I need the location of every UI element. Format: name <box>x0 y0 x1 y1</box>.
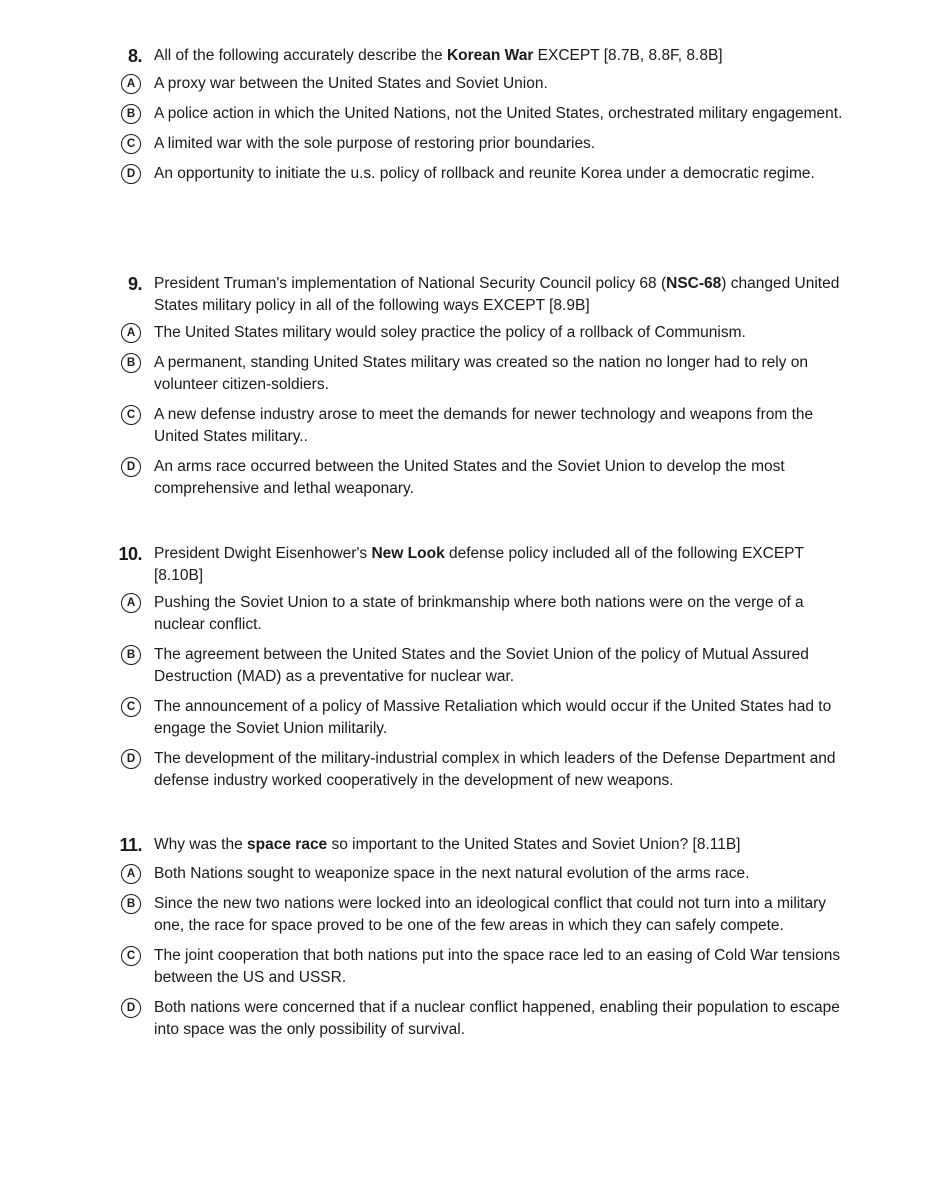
option-a[interactable] <box>0 863 926 885</box>
option-text: A new defense industry arose to meet the demands for newer technology and weapons from the United States military.. <box>154 406 814 445</box>
question-text <box>154 45 854 67</box>
option-text: The United States military would soley practice the policy of a rollback of Communism. <box>154 324 746 341</box>
option-b[interactable] <box>0 352 926 396</box>
option-text: Both Nations sought to weaponize space in the next natural evolution of the arms race. <box>154 865 750 882</box>
question-stem <box>0 45 926 67</box>
option-c[interactable] <box>0 945 926 989</box>
option-letter-circle: D <box>121 164 141 184</box>
option-d[interactable] <box>0 748 926 792</box>
option-text: The agreement between the United States and the Soviet Union of the policy of Mutual Assured Destruction (MAD) as a preventative for nuclear war. <box>154 646 809 685</box>
question-stem <box>0 543 926 587</box>
option-text: The development of the military-industrial complex in which leaders of the Defense Department and defense industry worked cooperatively in the development of new weapons. <box>154 750 836 789</box>
question-11 <box>0 834 926 1041</box>
option-text: A permanent, standing United States military was created so the nation no longer had to rely on volunteer citizen-soldiers. <box>154 354 808 393</box>
option-c[interactable] <box>0 133 926 155</box>
option-a[interactable] <box>0 73 926 95</box>
option-text: Since the new two nations were locked into an ideological conflict that could not turn into a military one, the race for space proved to be one of the few areas in which they can safely compete. <box>154 895 827 934</box>
question-stem <box>0 273 926 317</box>
question-text <box>154 834 854 856</box>
option-d[interactable] <box>0 456 926 500</box>
option-a[interactable] <box>0 322 926 344</box>
option-letter-circle: D <box>121 457 141 477</box>
option-b[interactable] <box>0 103 926 125</box>
stem-text: EXCEPT [8.7B, 8.8F, 8.8B] <box>533 47 723 64</box>
stem-keyword: Korean War <box>446 47 534 64</box>
question-number: 8. <box>127 46 142 66</box>
option-text: An arms race occurred between the United States and the Soviet Union to develop the most comprehensive and lethal weaponary. <box>154 458 785 497</box>
option-text: Both nations were concerned that if a nuclear conflict happened, enabling their population to escape into space was the only possibility of survival. <box>154 999 840 1038</box>
option-c[interactable] <box>0 696 926 740</box>
option-letter-circle: C <box>121 946 141 966</box>
stem-text: President Truman's implementation of National Security Council policy 68 ( <box>154 275 667 292</box>
option-letter-circle: A <box>121 593 141 613</box>
stem-text: so important to the United States and Soviet Union? [8.11B] <box>327 836 741 853</box>
stem-text: Why was the <box>154 836 248 853</box>
option-letter-circle: A <box>121 323 141 343</box>
question-number: 11. <box>119 835 142 855</box>
stem-text: All of the following accurately describe the <box>154 47 447 64</box>
stem-keyword: New Look <box>371 545 445 562</box>
question-number: 10. <box>118 544 142 564</box>
question-10 <box>0 543 926 792</box>
option-letter-circle: D <box>121 998 141 1018</box>
option-letter-circle: B <box>121 645 141 665</box>
option-text: The joint cooperation that both nations put into the space race led to an easing of Cold War tensions between the US and USSR. <box>154 947 841 986</box>
option-letter-circle: D <box>121 749 141 769</box>
option-letter-circle: C <box>121 134 141 154</box>
question-8 <box>0 45 926 185</box>
option-letter-circle: B <box>121 894 141 914</box>
stem-text: President Dwight Eisenhower's <box>154 545 372 562</box>
stem-text: defense policy included all of the following EXCEPT [8.10B] <box>154 545 804 584</box>
option-letter-circle: A <box>121 864 141 884</box>
option-text: A police action in which the United Nations, not the United States, orchestrated military engagement. <box>154 105 843 122</box>
stem-text: ) changed United States military policy in all of the following ways EXCEPT [8.9B] <box>154 275 840 314</box>
question-text <box>154 273 854 317</box>
option-letter-circle: B <box>121 104 141 124</box>
option-a[interactable] <box>0 592 926 636</box>
option-text: The announcement of a policy of Massive Retaliation which would occur if the United States had to engage the Soviet Union militarily. <box>154 698 832 737</box>
option-text: A proxy war between the United States and Soviet Union. <box>154 75 548 92</box>
question-stem <box>0 834 926 856</box>
option-letter-circle: C <box>121 697 141 717</box>
option-b[interactable] <box>0 893 926 937</box>
option-c[interactable] <box>0 404 926 448</box>
stem-keyword: NSC-68 <box>666 275 722 292</box>
option-b[interactable] <box>0 644 926 688</box>
option-letter-circle: A <box>121 74 141 94</box>
option-d[interactable] <box>0 997 926 1041</box>
question-9 <box>0 273 926 500</box>
option-text: Pushing the Soviet Union to a state of brinkmanship where both nations were on the verge of a nuclear conflict. <box>154 594 804 633</box>
stem-keyword: space race <box>247 836 328 853</box>
option-text: An opportunity to initiate the u.s. policy of rollback and reunite Korea under a democratic regime. <box>154 165 815 182</box>
option-d[interactable] <box>0 163 926 185</box>
option-text: A limited war with the sole purpose of restoring prior boundaries. <box>154 135 596 152</box>
question-text <box>154 543 854 587</box>
question-number: 9. <box>127 274 142 294</box>
option-letter-circle: C <box>121 405 141 425</box>
option-letter-circle: B <box>121 353 141 373</box>
